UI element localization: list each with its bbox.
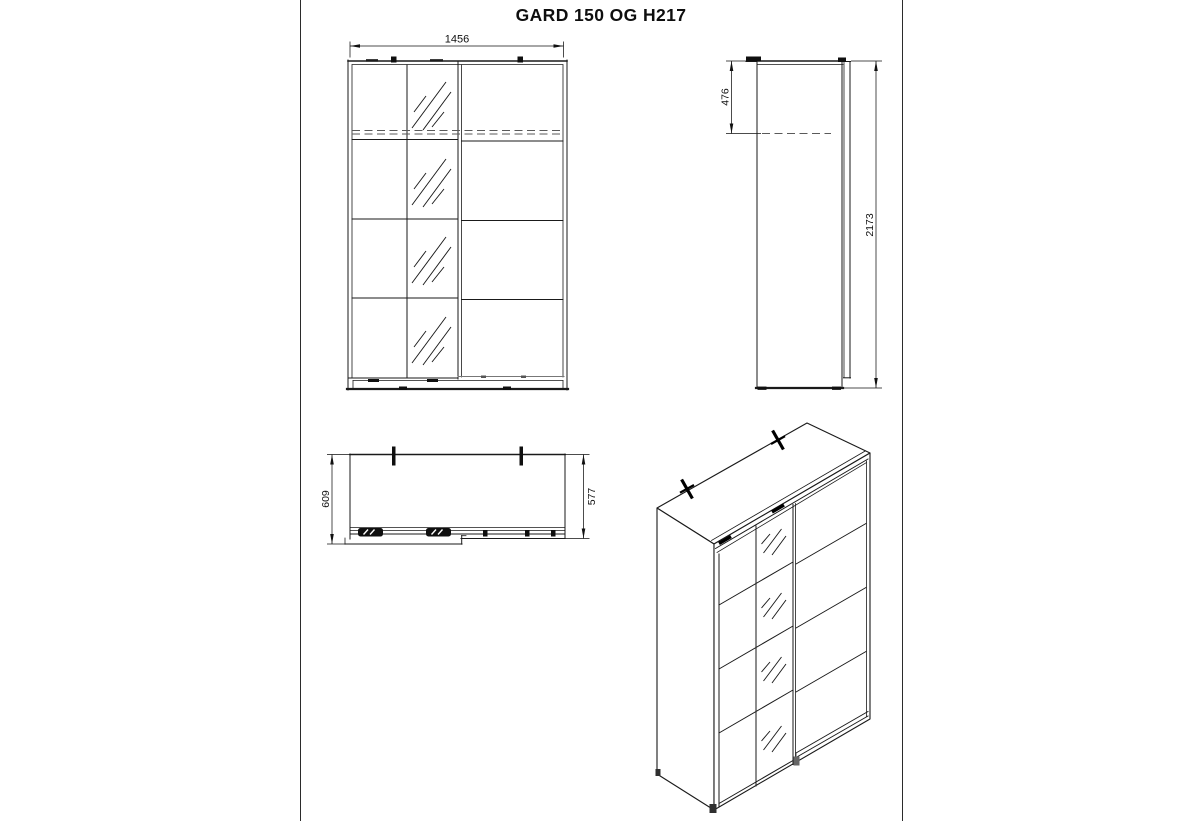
top-view-door-rollers	[358, 528, 556, 537]
drawing-title: GARD 150 OG H217	[515, 5, 687, 25]
front-view-structure	[347, 60, 568, 390]
dimension-top-depth-total	[320, 455, 350, 545]
dimension-front-width	[350, 34, 564, 58]
dimension-top-depth-carcass-label: 577	[586, 487, 598, 506]
dimension-top-depth-carcass	[565, 455, 598, 539]
dimension-top-depth-total-label: 609	[320, 490, 332, 508]
front-view-mirror-hatching	[412, 82, 451, 365]
top-view	[320, 447, 598, 545]
dimension-front-width-label: 1456	[444, 33, 470, 46]
dimension-side-top-section-label: 476	[719, 88, 732, 106]
dimension-side-top-section	[720, 61, 762, 134]
side-view-hardware-marks	[746, 57, 846, 391]
isometric-view	[656, 423, 871, 813]
dimension-side-height-label: 2173	[864, 213, 876, 237]
front-view	[347, 34, 568, 391]
top-view-wall-bracket-marks	[392, 447, 523, 466]
side-view	[720, 57, 883, 391]
side-view-structure	[756, 61, 851, 389]
front-view-hardware-marks	[366, 57, 526, 391]
